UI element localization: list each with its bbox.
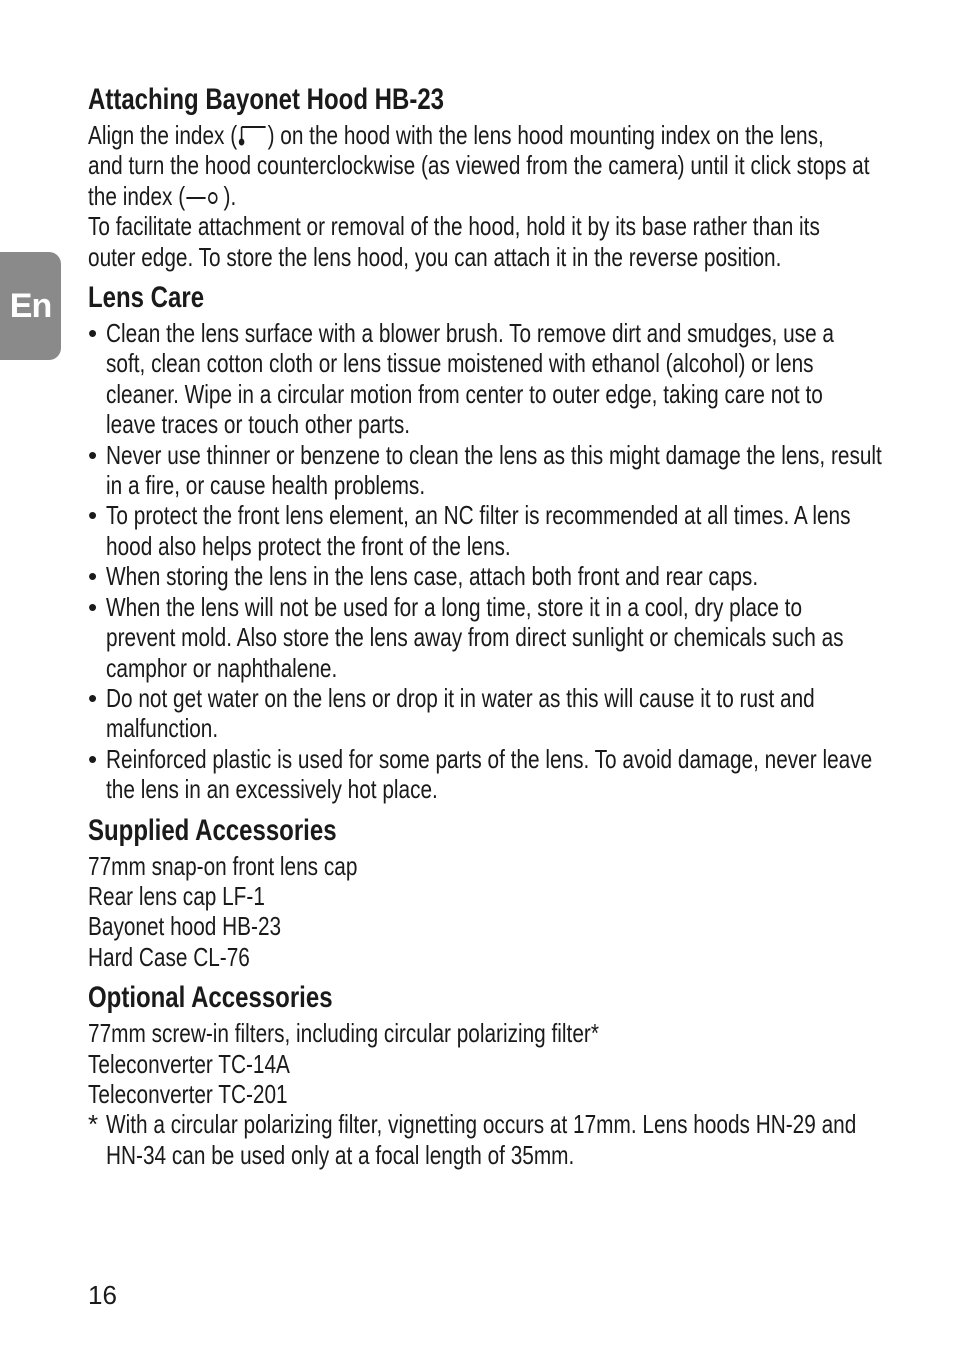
list-item: Hard Case CL-76 [88, 941, 250, 972]
section-title-care: Lens Care [88, 281, 205, 315]
section-title-optional: Optional Accessories [88, 981, 333, 1015]
bullet-mark: • [88, 561, 98, 592]
list-item: • Do not get water on the lens or drop it in water as this will cause it to rust and malfunction. [88, 682, 815, 744]
paragraph-line: Align the index ( ) on the hood with the lens hood mounting index on the lens, [88, 120, 824, 150]
page-number: 16 [88, 1280, 117, 1310]
list-item: Teleconverter TC-14A [88, 1048, 290, 1079]
bullet-mark: • [88, 743, 98, 774]
section-supplied-accessories [88, 811, 908, 973]
footnote-mark: * [88, 1109, 99, 1140]
footnote: * With a circular polarizing filter, vignetting occurs at 17mm. Lens hoods HN-29 and HN-34 can be used only at a focal length of 35mm. [88, 1109, 857, 1170]
section-title-hood: Attaching Bayonet Hood HB-23 [88, 83, 445, 116]
paragraph-line: outer edge. To store the lens hood, you can attach it in the reverse position. [88, 241, 782, 272]
paragraph-line: To facilitate attachment or removal of the hood, hold it by its base rather than its [88, 211, 820, 242]
language-tab-label: En [9, 286, 52, 325]
section-attaching-hood [88, 80, 908, 272]
hood-index-icon [237, 125, 267, 147]
paragraph-line: the index ( ). [88, 180, 237, 211]
page-content [88, 80, 908, 1170]
bullet-mark: • [88, 682, 98, 713]
bullet-mark: • [88, 500, 98, 531]
section-lens-care [88, 278, 908, 805]
section-optional-accessories [88, 978, 908, 1170]
list-item: • When the lens will not be used for a long time, store it in a cool, dry place to prevent mold. Also store the lens away from direct sunlight or chemicals such as camphor or naphthalene. [88, 591, 844, 683]
list-item: 77mm screw-in filters, including circular polarizing filter* [88, 1018, 599, 1049]
mount-index-icon [185, 184, 223, 206]
list-item: Bayonet hood HB-23 [88, 911, 282, 942]
section-title-supplied: Supplied Accessories [88, 813, 337, 847]
list-item: Rear lens cap LF-1 [88, 880, 265, 911]
list-item: • To protect the front lens element, an NC filter is recommended at all times. A lens hood also helps protect the front of the lens. [88, 500, 851, 561]
language-tab [0, 252, 61, 360]
list-item: • When storing the lens in the lens case, attach both front and rear caps. [88, 561, 759, 592]
bullet-mark: • [88, 318, 98, 349]
list-item: 77mm snap-on front lens cap [88, 850, 358, 881]
list-item: • Clean the lens surface with a blower brush. To remove dirt and smudges, use a soft, clean cotton cloth or lens tissue moistened with ethanol (alcohol) or lens cleaner. Wipe in a circular motion from center to outer edge, taking care not to leave traces or touch other parts. [88, 318, 834, 440]
list-item: • Never use thinner or benzene to clean the lens as this might damage the lens, result in a fire, or cause health problems. [88, 439, 882, 501]
list-item: Teleconverter TC-201 [88, 1078, 288, 1109]
paragraph-line: and turn the hood counterclockwise (as viewed from the camera) until it click stops at [88, 150, 870, 181]
bullet-mark: • [88, 591, 98, 622]
list-item: • Reinforced plastic is used for some parts of the lens. To avoid damage, never leave the lens in an excessively hot place. [88, 743, 873, 805]
bullet-mark: • [88, 439, 98, 470]
